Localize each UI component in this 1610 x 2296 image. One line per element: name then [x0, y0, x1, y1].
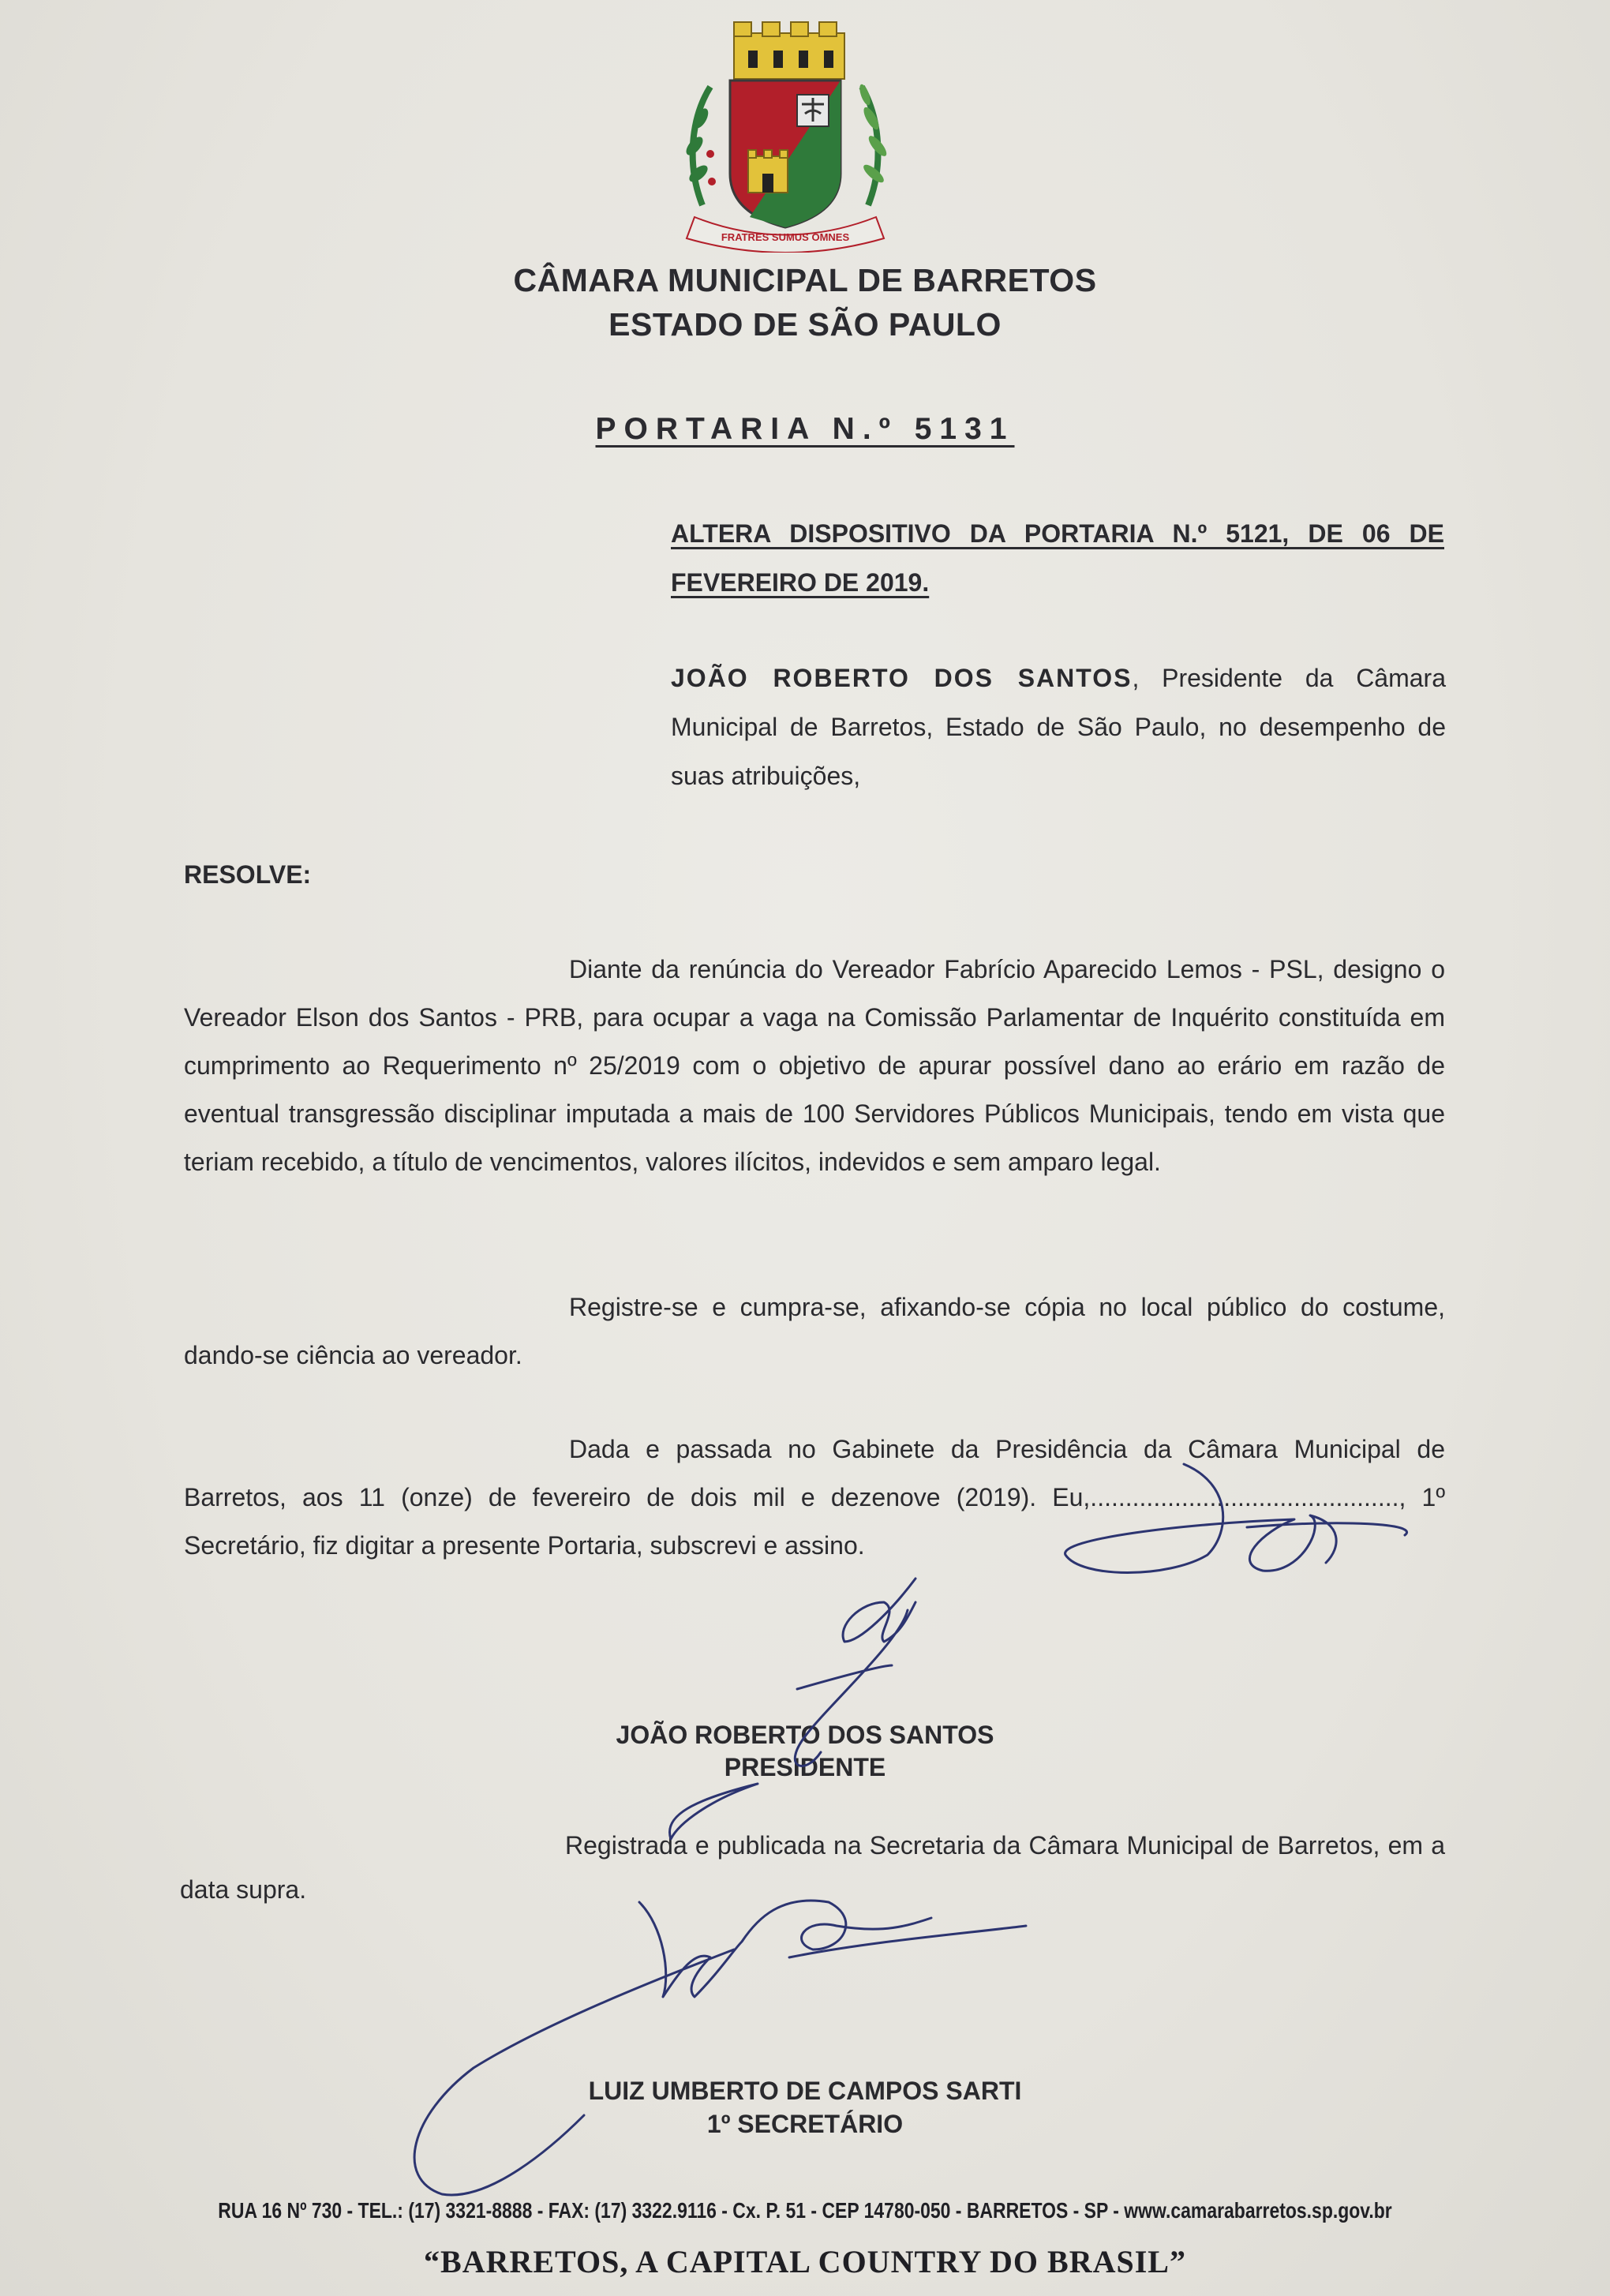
- president-title: PRESIDENTE: [724, 1753, 886, 1781]
- shield: [730, 81, 841, 227]
- sugarcane-branch-right: [858, 83, 889, 205]
- state-name: ESTADO DE SÃO PAULO: [608, 306, 1002, 343]
- president-signature: [669, 1579, 915, 1839]
- preamble-president-name: JOÃO ROBERTO DOS SANTOS: [671, 664, 1133, 692]
- secretary-title: 1º SECRETÁRIO: [706, 2110, 904, 2138]
- secretary-signature: [414, 1901, 1026, 2195]
- coffee-branch-left: [683, 87, 716, 205]
- mural-crown: [734, 22, 844, 79]
- secretary-name: LUIZ UMBERTO DE CAMPOS SARTI: [588, 2077, 1022, 2105]
- body-paragraph-date: Dada e passada no Gabinete da Presidência da Câmara Municipal de Barretos, aos 11 (onze) de fevereiro de dois mil e dezenove (2019). Eu,............................................, 1º Secretário, fiz digitar a presente Portaria, subscrevi e assino.: [184, 1435, 1445, 1560]
- footer-address: RUA 16 Nº 730 - TEL.: (17) 3321-8888 - FAX: (17) 3322.9116 - Cx. P. 51 - CEP 14780-050 - BARRETOS - SP - www.camarabarretos.sp.gov.br: [218, 2198, 1392, 2223]
- registration-note: Registrada e publicada na Secretaria da Câmara Municipal de Barretos, em a data supra.: [180, 1831, 1445, 1904]
- body-paragraph-designation: Diante da renúncia do Vereador Fabrício Aparecido Lemos - PSL, designo o Vereador Elson dos Santos - PRB, para ocupar a vaga na Comissão Parlamentar de Inquérito constituída em cumprimento ao Requerimento nº 25/2019 com o objetivo de apurar possível dano ao erário em razão de eventual transgressão disciplinar imputada a mais de 100 Servidores Públicos Municipais, tendo em vista que teriam recebido, a título de vencimentos, valores ilícitos, indevidos e sem amparo legal.: [184, 955, 1445, 1176]
- preamble-text: , Presidente da Câmara Municipal de Barretos, Estado de São Paulo, no desempenho de suas atribuições,: [671, 664, 1446, 790]
- coat-of-arms-emblem: [655, 16, 915, 253]
- body-paragraph-publication: Registre-se e cumpra-se, afixando-se cópia no local público do costume, dando-se ciência ao vereador.: [184, 1293, 1445, 1369]
- president-name: JOÃO ROBERTO DOS SANTOS: [616, 1721, 994, 1749]
- motto-text: FRATRES SUMUS OMNES: [721, 231, 850, 243]
- document-title: PORTARIA N.º 5131: [595, 412, 1015, 446]
- preamble-paragraph: [671, 654, 1446, 800]
- institution-name: CÂMARA MUNICIPAL DE BARRETOS: [513, 262, 1097, 298]
- footer-slogan: “BARRETOS, A CAPITAL COUNTRY DO BRASIL”: [424, 2244, 1186, 2279]
- resolve-heading: RESOLVE:: [184, 860, 312, 889]
- ementa-summary: ALTERA DISPOSITIVO DA PORTARIA N.º 5121, DE 06 DE FEVEREIRO DE 2019.: [671, 519, 1444, 597]
